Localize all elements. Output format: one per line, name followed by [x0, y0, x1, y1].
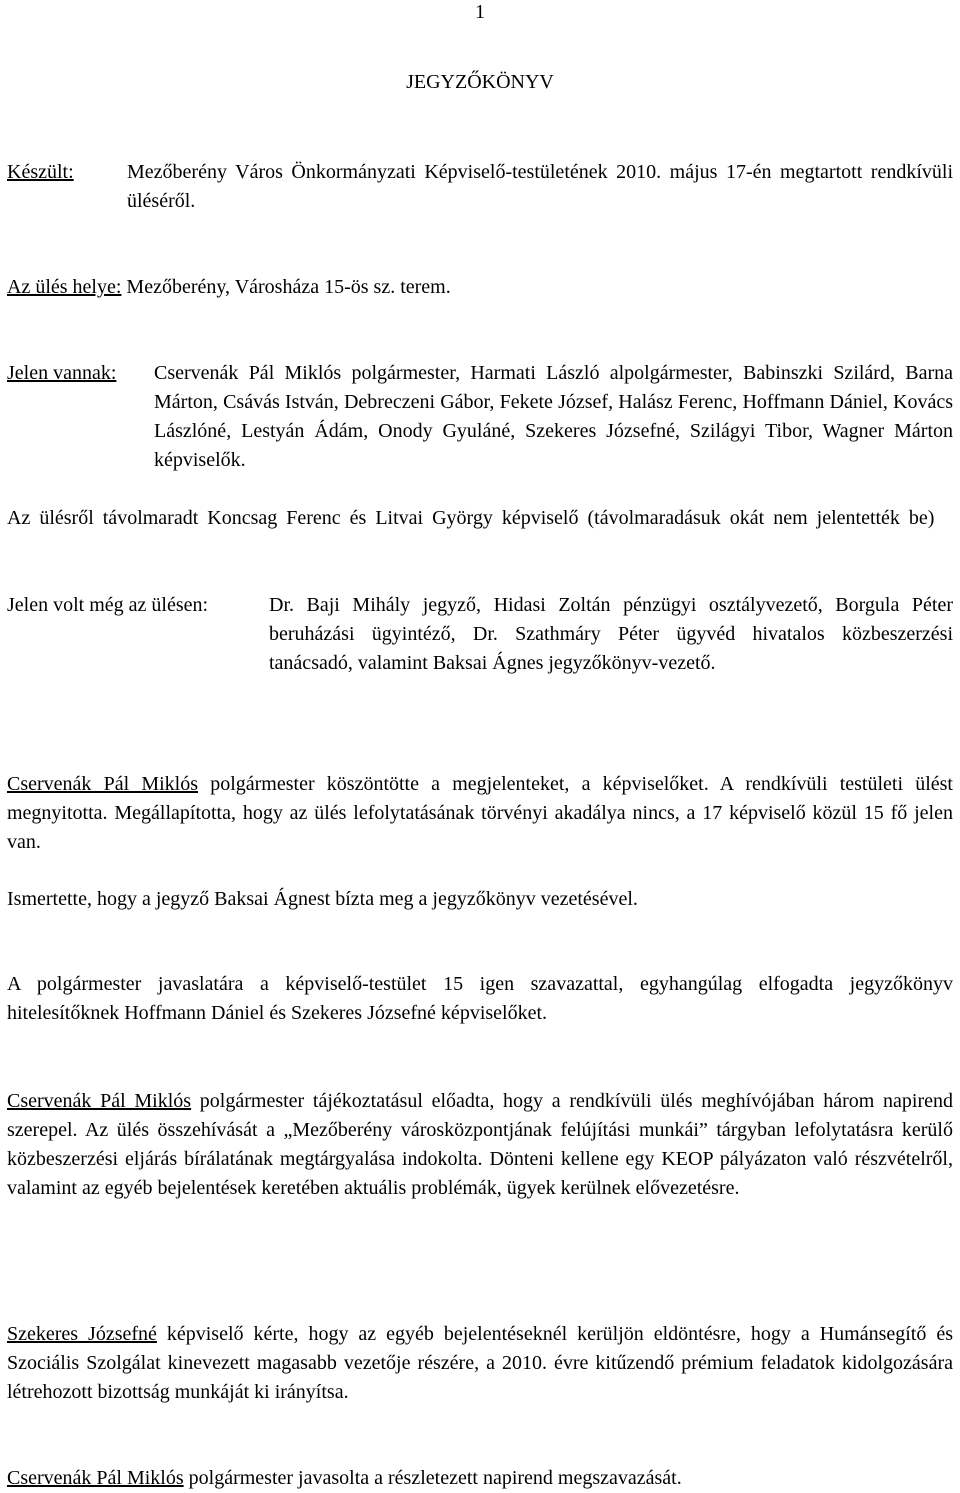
also-present-label: Jelen volt még az ülésen: [7, 594, 209, 616]
paragraph-agenda [7, 1087, 953, 1203]
paragraph-opening [7, 770, 953, 857]
paragraph-request [7, 1320, 953, 1407]
also-present-section [7, 591, 953, 678]
paragraph-authenticators [7, 970, 953, 1028]
paragraph-text: polgármester javasolta a részletezett napirend megszavazását. [183, 1467, 682, 1489]
absent-section [7, 504, 953, 533]
paragraph-text: polgármester köszöntötte a megjelenteket, a képviselőket. A rendkívüli testületi ülést megnyitotta. Megállapította, hogy az ülés lefolytatásának törvényi akadálya nincs, a 17 képviselő közül 15 fő jelen van. [7, 773, 953, 853]
venue-label: Az ülés helye: [7, 276, 122, 298]
present-section [7, 359, 953, 475]
page-number: 1 [475, 1, 485, 23]
venue-section [7, 273, 953, 302]
absent-label: Az ülésről távolmaradt [7, 507, 199, 529]
speaker-name: Cservenák Pál Miklós [7, 1090, 192, 1112]
paragraph-text: A polgármester javaslatára a képviselő-testület 15 igen szavazattal, egyhangúlag elfogadta jegyzőkönyv hitelesítőknek Hoffmann Dániel és Szekeres Józsefné képviselőket. [7, 973, 953, 1024]
also-present-text: Dr. Baji Mihály jegyző, Hidasi Zoltán pénzügyi osztályvezető, Borgula Péter beruházási ügyintéző, Dr. Szathmáry Péter ügyvéd hivatalos közbeszerzési tanácsadó, valamint Baksai Ágnes jegyzőkönyv-vezető. [269, 594, 953, 674]
paragraph-text: polgármester tájékoztatásul előadta, hogy a rendkívüli ülés meghívójában három napirend szerepel. Az ülés összehívását a „Mezőberény városközpontjának felújítási munkái” tárgyban lefolytatásra kerülő közbeszerzési eljárás bírálatának megtárgyalása indokolta. Dönteni kellene egy KEOP pályázaton való részvételről, valamint az egyéb bejelentések keretében aktuális problémák, ügyek kerülnek elővezetésre. [7, 1090, 954, 1199]
present-text: Cservenák Pál Miklós polgármester, Harmati László alpolgármester, Babinszki Szilárd, Barna Márton, Csávás István, Debreczeni Gábor, Fekete József, Halász Ferenc, Hoffmann Dániel, Kovács Lászlóné, Lestyán Ádám, Onody Gyuláné, Szekeres Józsefné, Szilágyi Tibor, Wagner Márton képviselők. [154, 362, 953, 471]
made-section [7, 158, 953, 216]
absent-text: Koncsag Ferenc és Litvai György képviselő (távolmaradásuk okát nem jelentették be) [207, 507, 935, 529]
made-text: Mezőberény Város Önkormányzati Képviselő-testületének 2010. május 17-én megtartott rendkívüli üléséről. [127, 161, 953, 212]
speaker-name: Szekeres Józsefné [7, 1323, 157, 1345]
paragraph-text: Ismertette, hogy a jegyző Baksai Ágnest bízta meg a jegyzőkönyv vezetésével. [7, 888, 638, 910]
speaker-name: Cservenák Pál Miklós [7, 773, 199, 795]
made-label: Készült: [7, 161, 74, 183]
venue-text: Mezőberény, Városháza 15-ös sz. terem. [126, 276, 451, 298]
document-title: JEGYZŐKÖNYV [406, 71, 554, 93]
speaker-name: Cservenák Pál Miklós [7, 1467, 184, 1489]
paragraph-minutes-keeper [7, 885, 953, 914]
paragraph-text: képviselő kérte, hogy az egyéb bejelentéseknél kerüljön eldöntésre, hogy a Humánsegítő és Szociális Szolgálat kinevezett magasabb vezetője részére, a 2010. évre kitűzendő prémium feladatok kidolgozására létrehozott bizottság munkáját ki irányítsa. [7, 1323, 953, 1403]
paragraph-vote-proposal [7, 1464, 953, 1493]
present-label: Jelen vannak: [7, 362, 117, 384]
